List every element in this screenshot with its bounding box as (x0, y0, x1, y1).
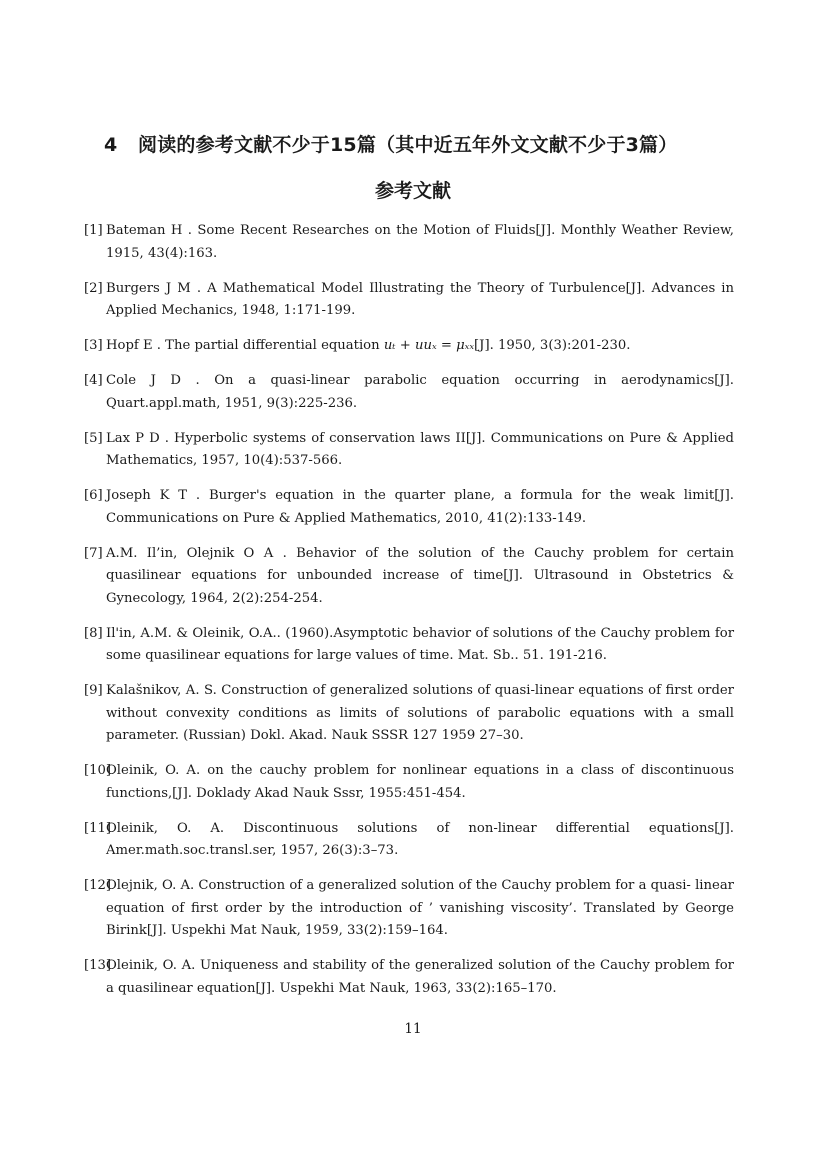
reference-index: [2] (84, 280, 103, 296)
reference-index: [9] (84, 683, 103, 698)
reference-item (84, 818, 734, 863)
reference-item (84, 623, 734, 668)
reference-text: Oleinik, O. A. on the cauchy problem for nonlinear equations in a class of discontinuous functions,[J]. Doklady Akad Nauk Sssr, 1955:451-454. (106, 763, 734, 801)
equation: uₜ + uuₓ = μₓₓ (383, 338, 475, 353)
reference-index: [6] (84, 488, 103, 503)
reference-item (84, 220, 734, 265)
section-heading (104, 130, 744, 157)
reference-text: Joseph K T . Burger's equation in the quarter plane, a formula for the weak limit[J]. Communications on Pure & Applied Mathematics, 2010, 41(2):133-149. (106, 488, 734, 526)
reference-index: [13] (84, 958, 112, 973)
reference-text: Oleinik, O. A. Discontinuous solutions of non-linear differential equations[J]. Amer.math.soc.transl.ser, 1957, 26(3):3–73. (106, 820, 734, 858)
reference-item (84, 335, 734, 358)
page-number: 11 (404, 1021, 422, 1037)
section-number: 4 (104, 134, 118, 156)
reference-index: [12] (84, 878, 112, 893)
reference-text: Hopf E . The partial differential equation (106, 338, 384, 353)
reference-index: [3] (84, 338, 103, 353)
reference-text: Cole J D . On a quasi-linear parabolic equation occurring in aerodynamics[J]. Quart.appl.math, 1951, 9(3):225-236. (106, 373, 734, 411)
reference-index: [10] (84, 763, 112, 778)
reference-text: Il'in, A.M. & Oleinik, O.A.. (1960).Asymptotic behavior of solutions of the Cauchy problem for some quasilinear equations for large values of time. Mat. Sb.. 51. 191-216. (106, 625, 734, 663)
reference-item (84, 278, 734, 323)
reference-item (84, 428, 734, 473)
reference-text: Bateman H . Some Recent Researches on the Motion of Fluids[J]. Monthly Weather Review, 1915, 43(4):163. (106, 223, 734, 261)
reference-item (84, 955, 734, 1000)
reference-index: [5] (84, 430, 103, 446)
reference-text: A.M. Il’in, Olejnik O A . Behavior of the solution of the Cauchy problem for certain quasilinear equations for unbounded increase of time[J]. Ultrasound in Obstetrics & Gynecology, 1964, 2(2):254-254. (106, 545, 734, 606)
reference-list (84, 220, 734, 1013)
reference-text: Kalašnikov, A. S. Construction of generalized solutions of quasi-linear equations of first order without convexity conditions as limits of solutions of parabolic equations with a small parameter. (Russian) Dokl. Akad. Nauk SSSR 127 1959 27–30. (106, 683, 734, 743)
reference-text: Olejnik, O. A. Construction of a generalized solution of the Cauchy problem for a quasi- linear equation of first order by the introduction of ’ vanishing viscosity’. Translated by George Birink[J]. Uspekhi Mat Nauk, 1959, 33(2):159–164. (106, 878, 734, 938)
reference-item (84, 543, 734, 611)
references-title: 参考文献 (374, 180, 451, 202)
reference-index: [11] (84, 820, 112, 836)
reference-text: Oleinik, O. A. Uniqueness and stability of the generalized solution of the Cauchy problem for a quasilinear equation[J]. Uspekhi Mat Nauk, 1963, 33(2):165–170. (106, 958, 734, 996)
reference-item (84, 760, 734, 805)
reference-item (84, 370, 734, 415)
section-title: 阅读的参考文献不少于15篇（其中近五年外文文献不少于3篇） (138, 134, 678, 156)
reference-index: [8] (84, 625, 103, 641)
reference-item (84, 875, 734, 943)
reference-item (84, 485, 734, 530)
reference-item (84, 680, 734, 748)
reference-index: [4] (84, 373, 103, 388)
reference-index: [1] (84, 223, 103, 238)
reference-text: Lax P D . Hyperbolic systems of conservation laws II[J]. Communications on Pure & Applied Mathematics, 1957, 10(4):537-566. (106, 430, 734, 468)
reference-index: [7] (84, 545, 103, 561)
reference-text: Burgers J M . A Mathematical Model Illustrating the Theory of Turbulence[J]. Advances in Applied Mechanics, 1948, 1:171-199. (106, 280, 734, 318)
reference-text-tail: [J]. 1950, 3(3):201-230. (474, 338, 631, 353)
